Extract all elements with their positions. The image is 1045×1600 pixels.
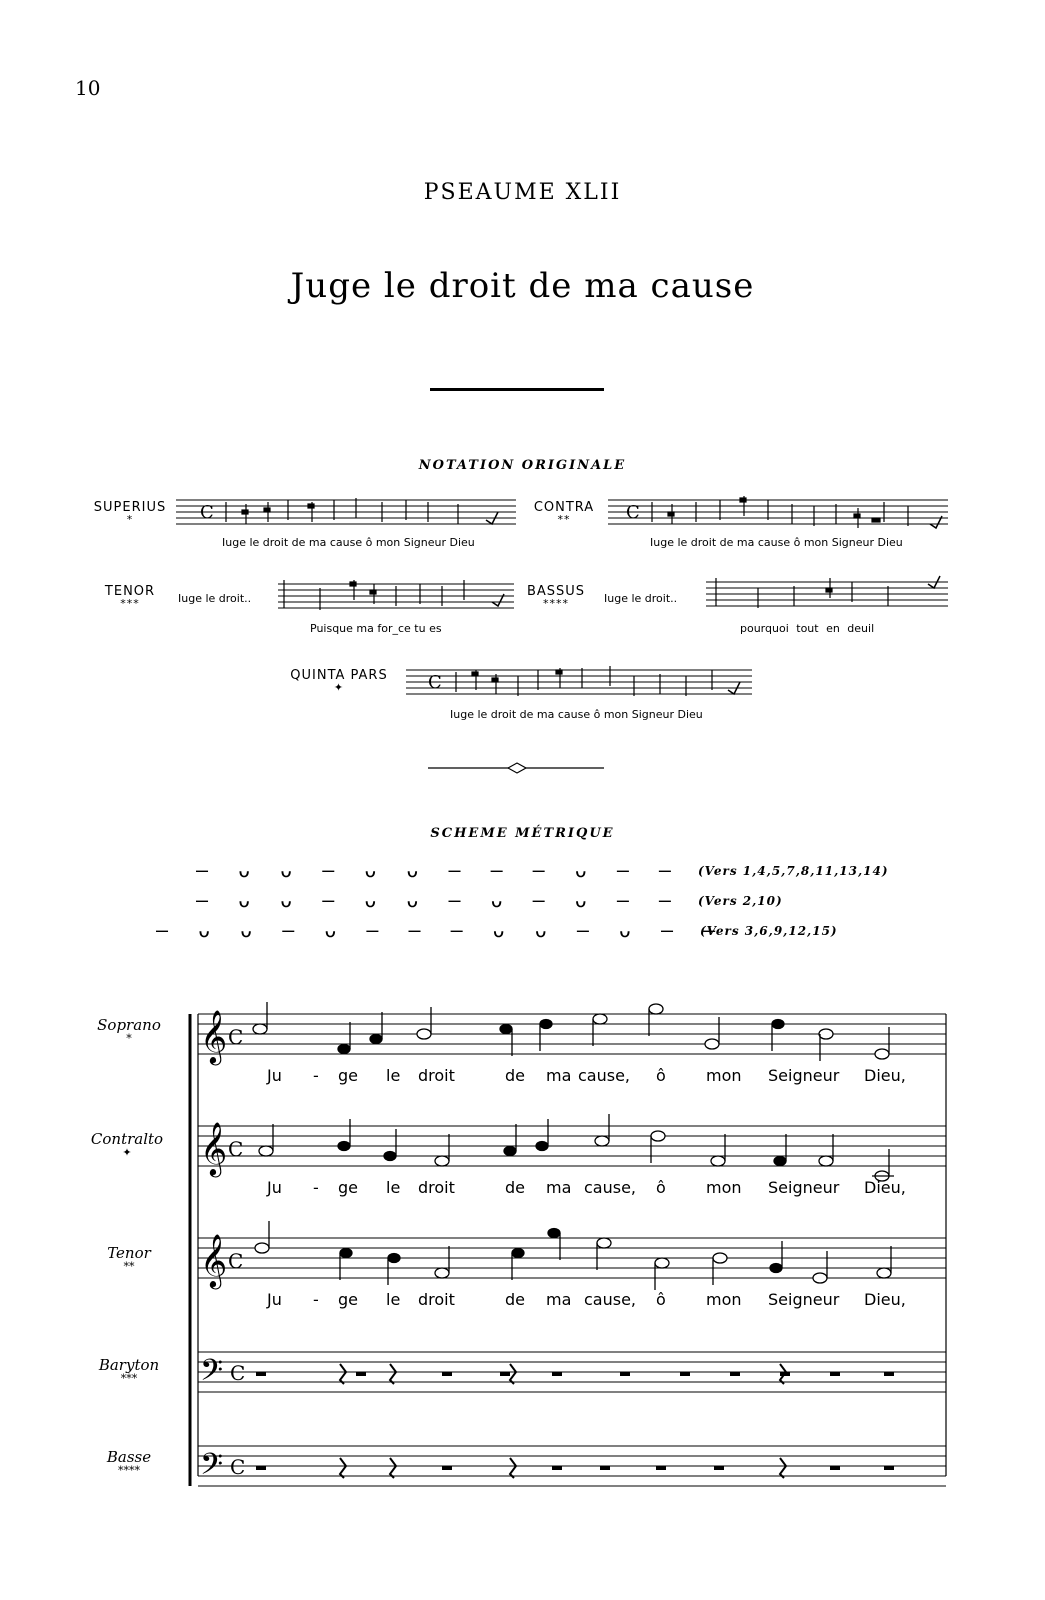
baryton-name: Baryton bbox=[98, 1356, 160, 1374]
tenor-incipit: Iuge le droit.. bbox=[178, 592, 252, 605]
lyric-hyphen: - bbox=[313, 1290, 319, 1309]
lyric-syllable: ge bbox=[338, 1178, 358, 1197]
treble-clef-icon: 𝄞 bbox=[200, 1121, 228, 1175]
tenor-label bbox=[84, 584, 176, 609]
tenor-score-stars: ** bbox=[123, 1260, 135, 1273]
lyric-syllable: Ju bbox=[267, 1178, 282, 1197]
lyric-syllable: Ju bbox=[267, 1066, 282, 1085]
lyric-syllable: Seigneur bbox=[768, 1178, 840, 1197]
contra-name: CONTRA bbox=[533, 500, 595, 515]
contralto-name: Contralto bbox=[90, 1130, 164, 1148]
svg-text:C: C bbox=[228, 1249, 244, 1273]
contra-stars: ** bbox=[557, 513, 571, 526]
quinta-stars: ✦ bbox=[333, 681, 345, 694]
lyric-syllable: ô bbox=[656, 1290, 666, 1309]
lyric-syllable: ge bbox=[338, 1290, 358, 1309]
lyric-syllable: de bbox=[505, 1066, 525, 1085]
lyric-hyphen: - bbox=[313, 1066, 319, 1085]
lyric-syllable: Dieu, bbox=[864, 1178, 906, 1197]
superius-staff bbox=[176, 496, 516, 540]
svg-text:C: C bbox=[428, 672, 442, 693]
ornament-divider bbox=[428, 760, 604, 776]
tenor-score-name: Tenor bbox=[107, 1244, 151, 1262]
soprano-notes bbox=[253, 1002, 889, 1061]
tenor-staff-modern bbox=[198, 1238, 946, 1278]
quinta-name: QUINTA PARS bbox=[290, 668, 388, 683]
lyric-syllable: ma bbox=[546, 1290, 572, 1309]
basse-rests bbox=[256, 1458, 894, 1478]
lyric-syllable: cause, bbox=[584, 1178, 637, 1197]
bassus-lyric: pourquoi tout en deuil bbox=[740, 622, 875, 635]
meter-ref-3: (Vers 3,6,9,12,15) bbox=[700, 924, 838, 938]
lyric-syllable: le bbox=[386, 1290, 401, 1309]
meter-pattern-2: – ᴗ ᴗ – ᴗ ᴗ – ᴗ – ᴗ – – bbox=[196, 888, 680, 912]
basse-label bbox=[74, 1448, 184, 1476]
lyric-syllable: droit bbox=[418, 1178, 455, 1197]
page-title: Juge le droit de ma cause bbox=[290, 266, 755, 306]
page-number: 10 bbox=[75, 76, 101, 100]
quinta-label bbox=[272, 668, 406, 693]
title-rule bbox=[430, 388, 604, 391]
soprano-stars: * bbox=[126, 1032, 132, 1045]
tenor-modern-notes bbox=[255, 1221, 891, 1290]
quinta-staff bbox=[406, 664, 752, 708]
bassus-incipit: Iuge le droit.. bbox=[604, 592, 678, 605]
lyric-syllable: ô bbox=[656, 1066, 666, 1085]
lyric-syllable: de bbox=[505, 1178, 525, 1197]
baryton-stars: *** bbox=[120, 1372, 138, 1385]
contralto-label bbox=[72, 1130, 182, 1158]
contralto-notes bbox=[259, 1114, 894, 1181]
lyric-syllable: droit bbox=[418, 1066, 455, 1085]
tenor-lyrics bbox=[0, 1290, 1045, 1310]
lyric-hyphen: - bbox=[313, 1178, 319, 1197]
quinta-lyric: Iuge le droit de ma cause ô mon Signeur Dieu bbox=[450, 708, 703, 721]
contralto-staff bbox=[198, 1126, 946, 1166]
soprano-name: Soprano bbox=[97, 1016, 161, 1034]
bass-clef-icon: 𝄢 bbox=[200, 1354, 224, 1395]
lyric-syllable: mon bbox=[706, 1290, 742, 1309]
lyric-syllable: cause, bbox=[578, 1066, 631, 1085]
tenor-score-label bbox=[74, 1244, 184, 1272]
meter-pattern-1: – ᴗ ᴗ – ᴗ ᴗ – – – ᴗ – – bbox=[196, 858, 680, 882]
bass-clef-icon: 𝄢 bbox=[200, 1448, 224, 1489]
meter-ref-1: (Vers 1,4,5,7,8,11,13,14) bbox=[698, 864, 889, 878]
svg-text:C: C bbox=[228, 1025, 244, 1049]
lyric-syllable: Ju bbox=[267, 1290, 282, 1309]
superius-name: SUPERIUS bbox=[93, 500, 167, 515]
superius-label bbox=[84, 500, 176, 525]
lyric-syllable: mon bbox=[706, 1066, 742, 1085]
tenor-lyric: Puisque ma for_ce tu es bbox=[310, 622, 442, 635]
contra-lyric: Iuge le droit de ma cause ô mon Signeur Dieu bbox=[650, 536, 903, 549]
contra-staff bbox=[608, 496, 948, 540]
svg-text:C: C bbox=[626, 502, 640, 523]
tenor-name: TENOR bbox=[104, 584, 156, 599]
notation-heading: NOTATION ORIGINALE bbox=[418, 458, 627, 473]
bassus-label bbox=[520, 584, 592, 609]
lyric-syllable: ge bbox=[338, 1066, 358, 1085]
lyric-syllable: droit bbox=[418, 1290, 455, 1309]
meter-pattern-3: – ᴗ ᴗ – ᴗ – – – ᴗ ᴗ – ᴗ – – bbox=[156, 918, 725, 942]
soprano-label bbox=[74, 1016, 184, 1044]
contralto-lyrics bbox=[0, 1178, 1045, 1198]
treble-clef-icon: 𝄞 bbox=[200, 1009, 228, 1063]
lyric-syllable: Dieu, bbox=[864, 1290, 906, 1309]
meter-ref-2: (Vers 2,10) bbox=[698, 894, 783, 908]
lyric-syllable: ma bbox=[546, 1178, 572, 1197]
svg-text:C: C bbox=[200, 502, 214, 523]
contralto-stars: ✦ bbox=[122, 1146, 132, 1159]
lyric-syllable: de bbox=[505, 1290, 525, 1309]
svg-text:C: C bbox=[230, 1361, 246, 1385]
lyric-syllable: le bbox=[386, 1066, 401, 1085]
lyric-syllable: le bbox=[386, 1178, 401, 1197]
lyric-syllable: Seigneur bbox=[768, 1290, 840, 1309]
lyric-syllable: Seigneur bbox=[768, 1066, 840, 1085]
lyric-syllable: ma bbox=[546, 1066, 572, 1085]
contra-label bbox=[524, 500, 604, 525]
svg-text:C: C bbox=[230, 1455, 246, 1479]
lyric-syllable: cause, bbox=[584, 1290, 637, 1309]
baryton-label bbox=[74, 1356, 184, 1384]
bassus-staff bbox=[706, 574, 948, 618]
soprano-staff bbox=[198, 1014, 946, 1054]
basse-stars: **** bbox=[118, 1464, 140, 1477]
baryton-rests bbox=[256, 1364, 894, 1384]
treble-clef-icon: 𝄞 bbox=[200, 1233, 228, 1287]
bassus-stars: **** bbox=[543, 597, 569, 610]
lyric-syllable: mon bbox=[706, 1178, 742, 1197]
chapter-heading: PSEAUME XLII bbox=[423, 180, 622, 205]
basse-name: Basse bbox=[106, 1448, 152, 1466]
meter-heading: SCHEME MÉTRIQUE bbox=[430, 826, 615, 841]
superius-stars: * bbox=[126, 513, 134, 526]
tenor-stars: *** bbox=[120, 597, 140, 610]
soprano-lyrics bbox=[0, 1066, 1045, 1086]
superius-lyric: Iuge le droit de ma cause ô mon Signeur Dieu bbox=[222, 536, 475, 549]
bassus-name: BASSUS bbox=[526, 584, 586, 599]
lyric-syllable: Dieu, bbox=[864, 1066, 906, 1085]
lyric-syllable: ô bbox=[656, 1178, 666, 1197]
tenor-staff bbox=[278, 578, 514, 622]
svg-text:C: C bbox=[228, 1137, 244, 1161]
